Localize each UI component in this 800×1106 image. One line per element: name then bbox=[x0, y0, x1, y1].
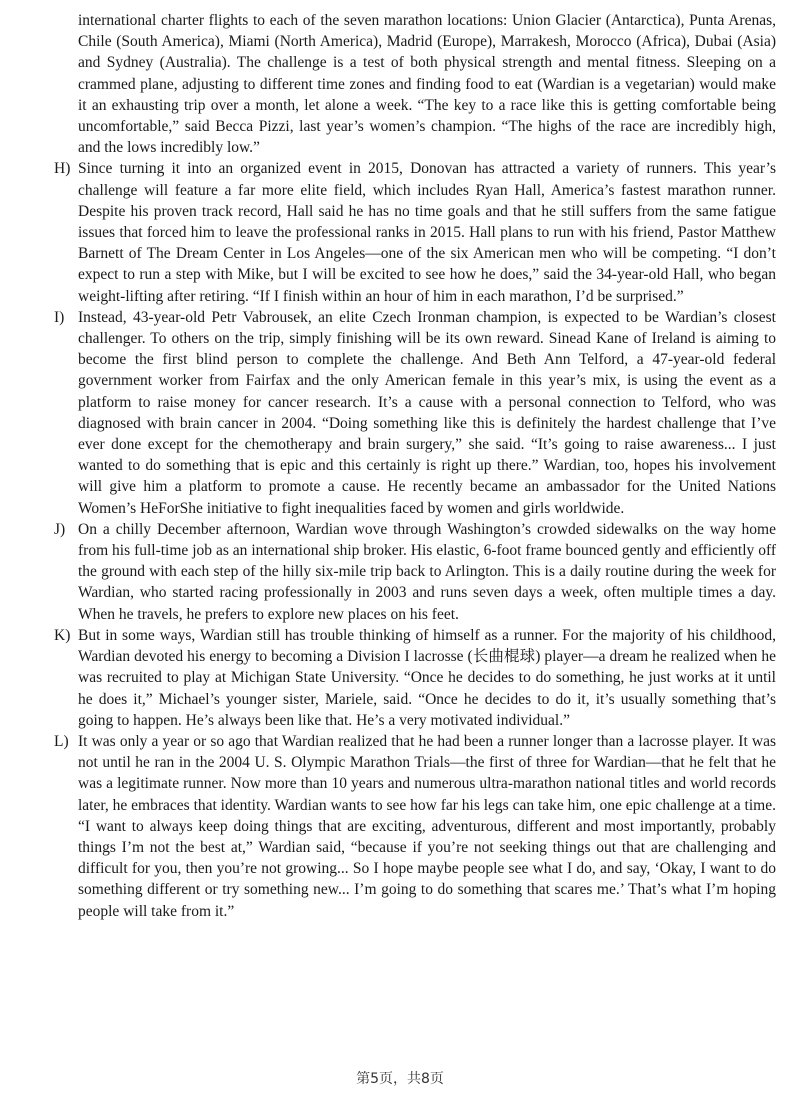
paragraph-text: On a chilly December afternoon, Wardian wove through Washington’s crowded sidewalks on the way home from his full-time job as an international ship broker. His elastic, 6-foot frame bounced gently and efficiently off the ground with each step of the hilly six-mile trip back to Arlington. This is a daily routine during the week for Wardian, who started racing professionally in 2003 and runs seven days a week, often multiple times a day. When he travels, he prefers to explore new places on his feet. bbox=[78, 520, 776, 623]
paragraph-j bbox=[0, 519, 800, 625]
paragraph-label: H) bbox=[54, 160, 71, 178]
paragraph-l bbox=[0, 731, 800, 922]
paragraph-label: I) bbox=[54, 308, 65, 326]
paragraph-label: K) bbox=[54, 626, 71, 644]
paragraph-text: Since turning it into an organized event in 2015, Donovan has attracted a variety of runners. This year’s challenge will feature a far more elite field, which includes Ryan Hall, America’s fastest marathon runner. Despite his proven track record, Hall said he has no time goals and that he still suffers from the same fatigue issues that forced him to leave the professional ranks in 2015. Hall plans to run with his friend, Pastor Matthew Barnett of The Dream Center in Los Angeles—one of the six American men who will be competing. “I don’t expect to run a step with Mike, but I will be excited to see how he does,” said the 34-year-old Hall, who began weight-lifting after retiring. “If I finish within an hour of him in each marathon, I’d be surprised.” bbox=[78, 160, 776, 305]
paragraph-text: It was only a year or so ago that Wardian realized that he had been a runner longer than a lacrosse player. It was not until he ran in the 2004 U. S. Olympic Marathon Trials—the first of three for Wardian—that he felt that he was a legitimate runner. Now more than 10 years and numerous ultra-marathon national titles and world records later, he embraces that identity. Wardian wants to see how far his legs can take him, one epic challenge at a time. “I want to always keep doing things that are exciting, adventurous, different and most importantly, probably things I’m not the best at,” Wardian said, “because if you’re not seeking things out that are challenging and difficult for you, then you’re not growing... So I hope maybe people see what I do, and say, ‘Okay, I want to do something different or try something new... I’m going to do something that scares me.’ That’s what I’m hoping people will take from it.” bbox=[78, 732, 776, 920]
paragraph-label: L) bbox=[54, 732, 69, 750]
paragraph-k bbox=[0, 625, 800, 731]
paragraph-i bbox=[0, 307, 800, 519]
article-body bbox=[0, 10, 800, 922]
paragraph-continued bbox=[0, 10, 800, 158]
paragraph-text: international charter flights to each of the seven marathon locations: Union Glacier (Antarctica), Punta Arenas, Chile (South America), Miami (North America), Madrid (Europe), Marrakesh, Morocco (Africa), Dubai (Asia) and Sydney (Australia). The challenge is a test of both physical strength and mental fitness. Sleeping on a crammed plane, adjusting to different time zones and finding food to eat (Wardian is a vegetarian) would make it an exhausting trip over a month, let alone a week. “The key to a race like this is getting comfortable being uncomfortable,” said Becca Pizzi, last year’s women’s champion. “The highs of the race are incredibly high, and the lows incredibly low.” bbox=[78, 12, 776, 157]
page-number-footer: 第5页，共8页 bbox=[356, 1071, 444, 1087]
paragraph-text: Instead, 43-year-old Petr Vabrousek, an elite Czech Ironman champion, is expected to be Wardian’s closest challenger. To others on the trip, simply finishing will be its own reward. Sinead Kane of Ireland is aiming to become the first blind person to complete the challenge. And Beth Ann Telford, a 47-year-old federal government worker from Fairfax and the only American female in this year’s mix, is using the event as a platform to raise money for cancer research. It’s a cause with a personal connection to Telford, who was diagnosed with brain cancer in 2004. “Doing something like this is definitely the hardest challenge that I’ve ever done except for the chemotherapy and brain surgery,” she said. “It’s going to raise awareness... I just wanted to do something that is epic and this certainly is right up there.” Wardian, too, hopes his involvement will give him a platform to promote a cause. He recently became an ambassador for the United Nations Women’s HeForShe initiative to fight inequalities faced by women and girls worldwide. bbox=[78, 308, 776, 517]
paragraph-h bbox=[0, 158, 800, 306]
paragraph-text: But in some ways, Wardian still has trouble thinking of himself as a runner. For the majority of his childhood, Wardian devoted his energy to becoming a Division I lacrosse (长曲棍球) player—a dream he realized when he was recruited to play at Michigan State University. “Once he decides to do something, he just works at it until he does it,” Michael’s younger sister, Mariele, said. “Once he decides to do it, it’s usually something that’s going to happen. He’s always been like that. He’s a very motivated individual.” bbox=[78, 626, 776, 729]
paragraph-label: J) bbox=[54, 520, 66, 538]
